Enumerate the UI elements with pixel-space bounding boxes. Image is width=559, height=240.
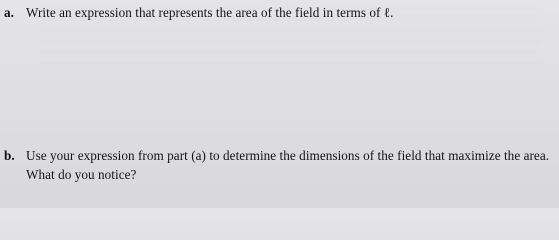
problem-b-label: b. xyxy=(4,148,15,163)
problem-a-text: Write an expression that represents the area of the field in terms of ℓ. xyxy=(26,5,394,20)
problem-b-text: Use your expression from part (a) to determine the dimensions of the field that maximize the area. xyxy=(26,148,550,163)
problem-b xyxy=(4,148,549,183)
problem-b-continuation: What do you notice? xyxy=(26,167,137,182)
problem-a xyxy=(4,5,394,21)
problem-a-label: a. xyxy=(4,5,14,20)
